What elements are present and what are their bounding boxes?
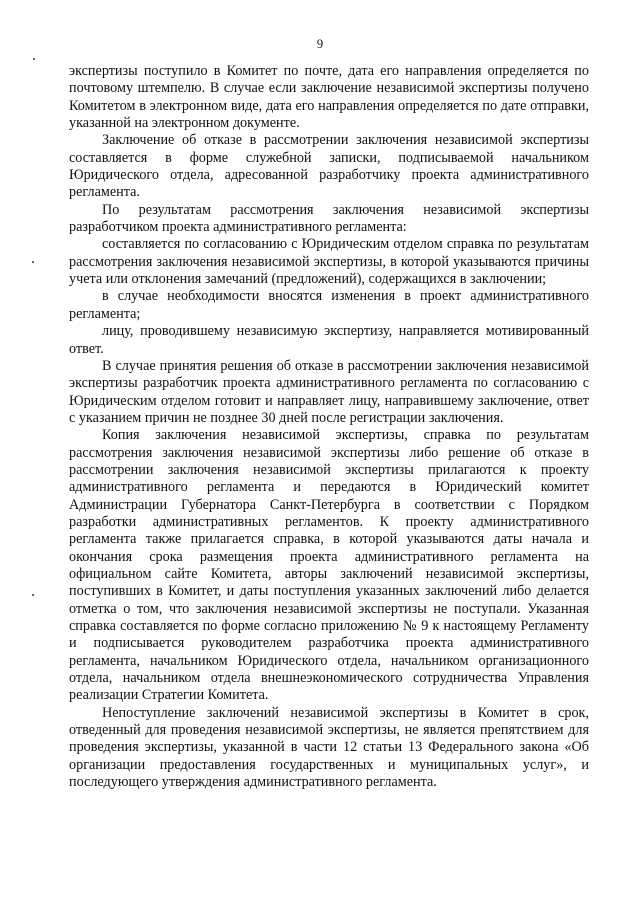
paragraph-reasoned-reply: лицу, проводившему независимую экспертизу, направляется мотивированный ответ. <box>69 323 589 357</box>
scan-speck-top <box>33 58 35 60</box>
paragraph-certificate: составляется по согласованию с Юридическим отделом справка по результатам рассмотрения заключения независимой экспертизы, в которой указываются причины учета или отклонения замечаний (предложений), содержащихся в заключении; <box>69 236 589 288</box>
paragraph-non-receipt: Непоступление заключений независимой экспертизы в Комитет в срок, отведенный для проведения независимой экспертизы, не является препятствием для проведения экспертизы, указанной в части 12 статьи 13 Федерального закона «Об организации предоставления государственных и муниципальных услуг», и последующего утверждения административного регламента. <box>69 704 589 791</box>
paragraph-amendments: в случае необходимости вносятся изменения в проект административного регламента; <box>69 288 589 322</box>
paragraph-review-results: По результатам рассмотрения заключения независимой экспертизы разработчиком проекта административного регламента: <box>69 201 589 236</box>
paragraph-continuation: экспертизы поступило в Комитет по почте, дата его направления определяется по почтовому штемпелю. В случае если заключение независимой экспертизы получено Комитетом в электронном виде, дата его направления определяется по дате отправки, указанной на электронном документе. <box>69 63 589 132</box>
page-number: 9 <box>316 37 324 51</box>
paragraph-refusal-decision: В случае принятия решения об отказе в рассмотрении заключения независимой экспертизы разработчик проекта административного регламента по согласованию с Юридическим отделом готовит и направляет лицу, направившему заключение, ответ с указанием причин не позднее 30 дней после регистрации заключения. <box>69 357 589 426</box>
scan-speck-left <box>32 261 34 263</box>
document-body <box>69 63 589 791</box>
paragraph-copy-of-conclusion: Копия заключения независимой экспертизы, справка по результатам рассмотрения заключения независимой экспертизы либо решение об отказе в рассмотрении заключения независимой экспертизы прилагаются к проекту административного регламента и передаются в Юридический комитет Администрации Губернатора Санкт-Петербурга в соответствии с Порядком разработки административных регламентов. К проекту административного регламента также прилагается справка, в которой указываются даты начала и окончания срока размещения проекта административного регламента на официальном сайте Комитета, авторы заключений независимой экспертизы, поступивших в Комитет, и даты поступления указанных заключений либо делается отметка о том, что заключения независимой экспертизы не поступали. Указанная справка составляется по форме согласно приложению № 9 к настоящему Регламенту и подписывается руководителем разработчика проекта административного регламента, начальником Юридического отдела, начальником организационного отдела, начальником отдела внешнеэкономического сотрудничества Управления реализации Стратегии Комитета. <box>69 427 589 704</box>
scan-speck-lower <box>32 594 34 596</box>
paragraph-refusal-note: Заключение об отказе в рассмотрении заключения независимой экспертизы составляется в форме служебной записки, подписываемой начальником Юридического отдела, адресованной разработчику проекта административного регламента. <box>69 132 589 201</box>
